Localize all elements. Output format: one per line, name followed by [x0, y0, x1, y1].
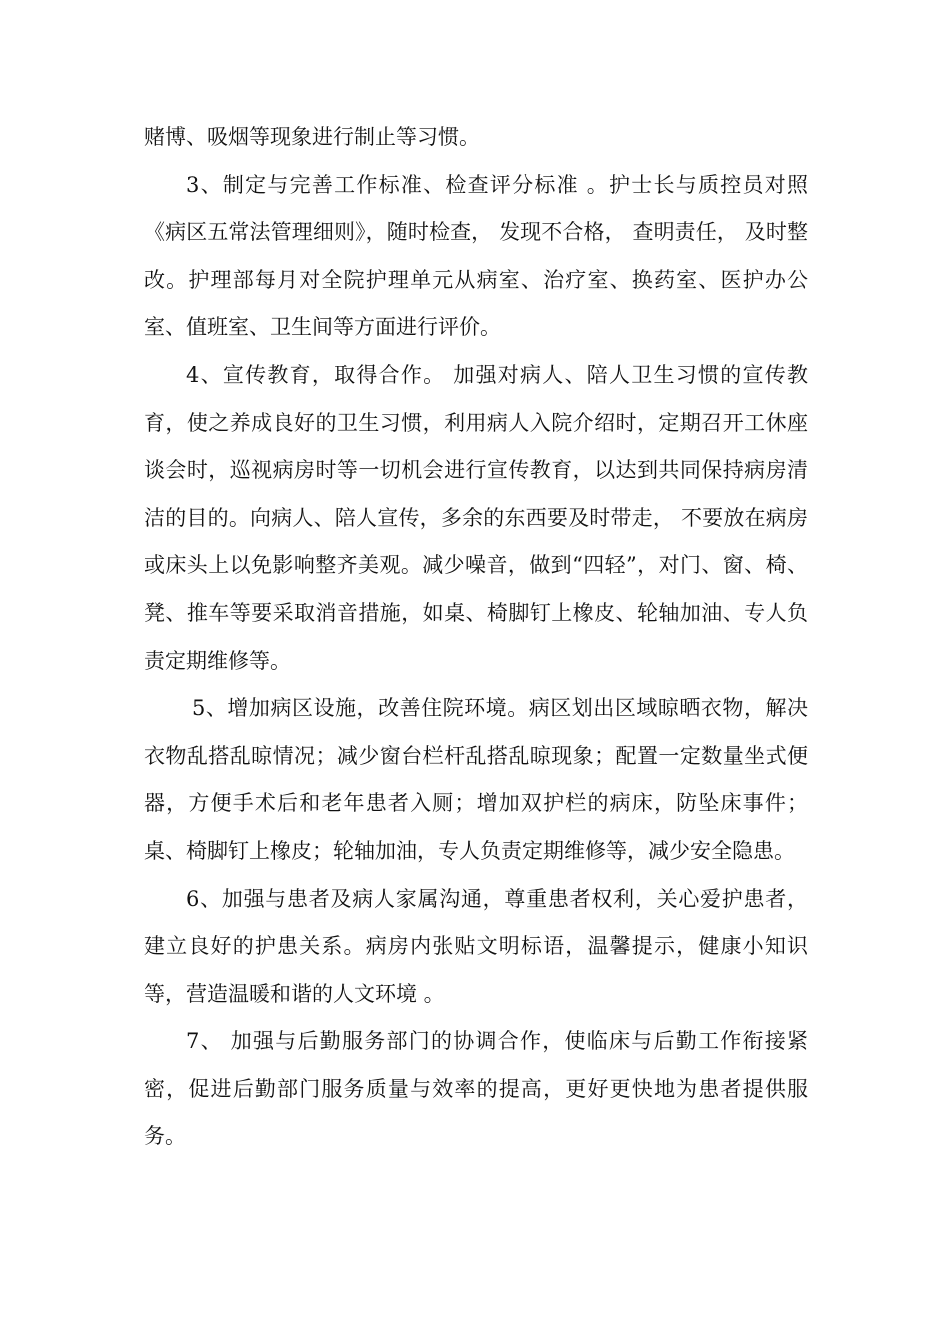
paragraph-continuation: 赌博、吸烟等现象进行制止等习惯。: [144, 125, 480, 149]
document-body: [144, 114, 808, 1161]
paragraph-item-7: 7、 加强与后勤服务部门的协调合作，使临床与后勤工作衔接紧密，促进后勤部门服务质量与效率的提高，更好更快地为患者提供服务。: [144, 1029, 808, 1149]
paragraph-item-5: 5、增加病区设施，改善住院环境。病区划出区域晾晒衣物，解决衣物乱搭乱晾情况；减少窗台栏杆乱搭乱晾现象；配置一定数量坐式便器，方便手术后和老年患者入厕；增加双护栏的病床，防坠床事件；桌、椅脚钉上橡皮；轮轴加油，专人负责定期维修等，减少安全隐患。: [144, 696, 808, 863]
paragraph-item-3: 3、制定与完善工作标准、检查评分标准 。护士长与质控员对照《病区五常法管理细则》，随时检查， 发现不合格， 查明责任， 及时整改。护理部每月对全院护理单元从病室、治疗室、换药室、医护办公室、值班室、卫生间等方面进行评价。: [144, 172, 808, 340]
paragraph-item-6: 6、加强与患者及病人家属沟通，尊重患者权利，关心爱护患者，建立良好的护患关系。病房内张贴文明标语，温馨提示，健康小知识等，营造温暖和谐的人文环境 。: [144, 886, 808, 1006]
paragraph-item-4: 4、宣传教育，取得合作。 加强对病人、陪人卫生习惯的宣传教育，使之养成良好的卫生习惯，利用病人入院介绍时，定期召开工休座谈会时，巡视病房时等一切机会进行宣传教育，以达到共同保持病房清洁的目的。向病人、陪人宣传，多余的东西要及时带走， 不要放在病房或床头上以免影响整齐美观。减少噪音，做到“四轻”，对门、窗、椅、凳、推车等要采取消音措施，如桌、椅脚钉上橡皮、轮轴加油、专人负责定期维修等。: [144, 362, 808, 673]
